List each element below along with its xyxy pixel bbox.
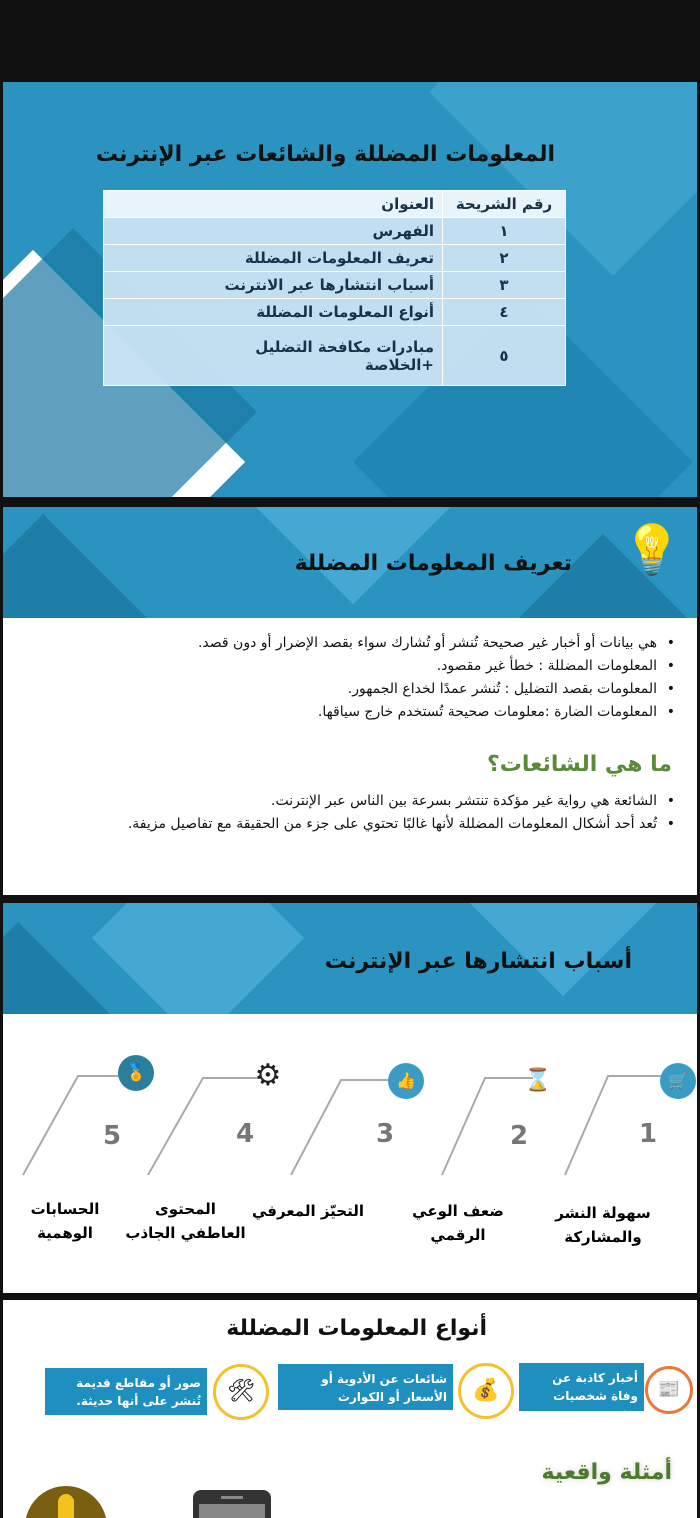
step-number: 2 [510, 1121, 529, 1151]
rumors-list [15, 793, 675, 839]
step-number: 3 [376, 1119, 395, 1149]
slide-index [3, 82, 697, 497]
brain-image [25, 1486, 107, 1518]
type-box: صور أو مقاطع قديمة تُنشر على أنها حديثة. [45, 1368, 207, 1415]
row-num: ٤ [443, 299, 566, 326]
row-num: ٣ [443, 272, 566, 299]
step-number: 4 [236, 1119, 255, 1149]
step-label: المحتوى العاطفي الجاذب [125, 1200, 246, 1242]
slide-title: المعلومات المضللة والشائعات عبر الإنترنت [95, 142, 555, 167]
cart-icon: 🛒 [660, 1063, 696, 1099]
bullet: • المعلومات المضللة : خطأ غير مقصود. [15, 658, 675, 674]
lightbulb-icon: 💡 [622, 522, 682, 578]
slide-types [3, 1300, 697, 1518]
index-table [103, 190, 566, 386]
bullet: • المعلومات الضارة :معلومات صحيحة تُستخدم خارج سياقها. [15, 704, 675, 720]
step-label: التحيّز المعرفي [251, 1202, 364, 1220]
row-title: تعريف المعلومات المضللة [104, 245, 443, 272]
rumors-heading: ما هي الشائعات؟ [487, 752, 672, 777]
slide-causes [3, 903, 697, 1293]
type-box: أخبار كاذبة عن وفاة شخصيات مشهورة. [519, 1363, 644, 1411]
bullet: • تُعد أحد أشكال المعلومات المضللة لأنها غالبًا تحتوي على جزء من الحقيقة مع تفاصيل مزيفة. [15, 816, 675, 832]
bullet: • الشائعة هي رواية غير مؤكدة تنتشر بسرعة بين الناس عبر الإنترنت. [15, 793, 675, 809]
arrow-lines [3, 1053, 697, 1183]
step-number: 5 [103, 1121, 122, 1151]
hourglass-icon: ⌛ [524, 1068, 552, 1093]
step-number: 1 [639, 1119, 658, 1149]
slide-title: أنواع المعلومات المضللة [226, 1316, 487, 1341]
slide-definition [3, 507, 697, 895]
row-num: ٥ [443, 326, 566, 386]
slide-title: تعريف المعلومات المضللة [294, 551, 572, 576]
bullet: • المعلومات بقصد التضليل : تُنشر عمدًا لخداع الجمهور. [15, 681, 675, 697]
header-num: رقم الشريحة [443, 191, 566, 218]
step-label: ضعف الوعي الرقمي [412, 1202, 504, 1244]
money-bag-icon: 💰 [458, 1363, 514, 1419]
row-title: أنواع المعلومات المضللة [104, 299, 443, 326]
phone-image [193, 1490, 271, 1518]
examples-heading: أمثلة واقعية [541, 1460, 672, 1485]
row-title: مبادرات مكافحة التضليل +الخلاصة [104, 326, 443, 386]
thumbs-up-icon: 👍 [388, 1063, 424, 1099]
slide-title: أسباب انتشارها عبر الإنترنت [324, 949, 632, 974]
gear-icon: ⚙ [254, 1058, 282, 1093]
definition-list [15, 635, 675, 727]
tools-icon: 🛠 [213, 1364, 269, 1420]
medal-icon: 🏅 [118, 1055, 154, 1091]
type-box: شائعات عن الأدوية أو الأسعار أو الكوارث [278, 1364, 453, 1410]
header-title: العنوان [104, 191, 443, 218]
row-num: ١ [443, 218, 566, 245]
row-title: الفهرس [104, 218, 443, 245]
step-label: الحسابات الوهمية [30, 1200, 100, 1242]
newspaper-icon: 📰 [645, 1366, 693, 1414]
bullet: • هي بيانات أو أخبار غير صحيحة تُنشر أو تُشارك سواء بقصد الإضرار أو دون قصد. [15, 635, 675, 651]
step-label: سهولة النشر والمشاركة [555, 1204, 651, 1246]
row-num: ٢ [443, 245, 566, 272]
row-title: أسباب انتشارها عبر الانترنت [104, 272, 443, 299]
